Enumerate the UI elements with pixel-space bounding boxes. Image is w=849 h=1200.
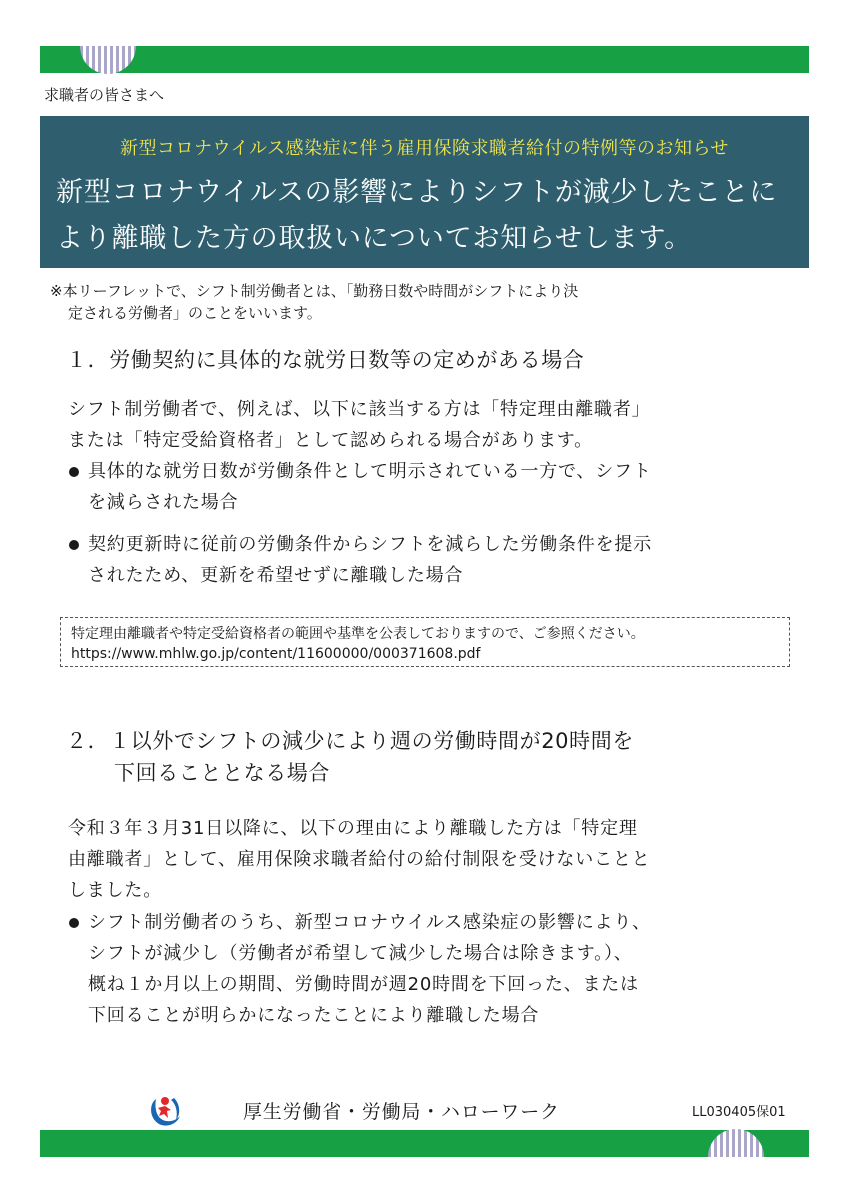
bullet-line: シフトが減少し（労働者が希望して減少した場合は除きます。）、 [88,943,633,964]
footer-organizations: 厚生労働省・労働局・ハローワーク [243,1101,560,1123]
bottom-green-band [40,1130,809,1157]
note-line1: ※本リーフレットで、シフト制労働者とは、「勤務日数や時間がシフトにより決 [50,282,579,300]
section1-heading: １．労働契約に具体的な就労日数等の定めがある場合 [66,348,585,372]
bullet-line: 下回ることが明らかになったことにより離職した場合 [88,1005,540,1026]
definition-note [50,280,790,324]
bottom-stripe-ornament [708,1129,764,1157]
banner-subtitle: 新型コロナウイルス感染症に伴う雇用保険求職者給付の特例等のお知らせ [120,138,729,159]
section2-intro-line1: 令和３年３月31日以降に、以下の理由により離職した方は「特定理 [68,818,638,839]
section1-intro-line1: シフト制労働者で、例えば、以下に該当する方は「特定理由離職者」 [68,399,651,420]
mhlw-logo-icon [147,1092,183,1128]
section2-intro [68,813,788,906]
reference-url[interactable]: https://www.mhlw.go.jp/content/11600000/000371608.pdf [71,646,481,662]
section2-heading-line1: ２．１以外でシフトの減少により週の労働時間が20時間を [66,729,634,753]
reference-box [60,617,790,667]
list-item [68,456,788,518]
list-item [68,907,788,1031]
bullet-dot-icon [69,918,79,928]
banner-title [56,170,809,262]
section2-heading-line2: 下回ることとなる場合 [114,761,330,785]
bullet-line: 具体的な就労日数が労働条件として明示されている一方で、シフト [88,461,652,482]
bullet-line: 概ね１か月以上の期間、労働時間が週20時間を下回った、または [88,974,639,995]
banner-title-line2: より離職した方の取扱いについてお知らせします。 [56,223,692,254]
bullet-line: シフト制労働者のうち、新型コロナウイルス感染症の影響により、 [88,912,651,933]
section1-intro [68,394,788,456]
document-code: LL030405保01 [692,1105,786,1120]
section2-bullet-list [68,907,788,1042]
section2-heading [66,725,634,789]
reference-text: 特定理由離職者や特定受給資格者の範囲や基準を公表しておりますので、ご参照ください。 [71,626,645,642]
addressee: 求職者の皆さまへ [44,86,165,104]
bullet-line: を減らされた場合 [88,492,239,513]
top-stripe-ornament [80,46,136,74]
bullet-dot-icon [69,540,79,550]
top-green-band [40,46,809,73]
title-banner [40,116,809,268]
bullet-line: されたため、更新を希望せずに離職した場合 [88,565,464,586]
section2-intro-line2: 由離職者」として、雇用保険求職者給付の給付制限を受けないことと [68,849,651,870]
bullet-dot-icon [69,467,79,477]
note-line2: 定される労働者」のことをいいます。 [68,304,322,322]
banner-title-line1: 新型コロナウイルスの影響によりシフトが減少したことに [56,177,778,208]
section1-intro-line2: または「特定受給資格者」として認められる場合があります。 [68,430,593,451]
bullet-line: 契約更新時に従前の労働条件からシフトを減らした労働条件を提示 [88,534,652,555]
list-item [68,529,788,591]
section1-bullet-list [68,456,788,602]
section2-intro-line3: しました。 [68,880,162,901]
